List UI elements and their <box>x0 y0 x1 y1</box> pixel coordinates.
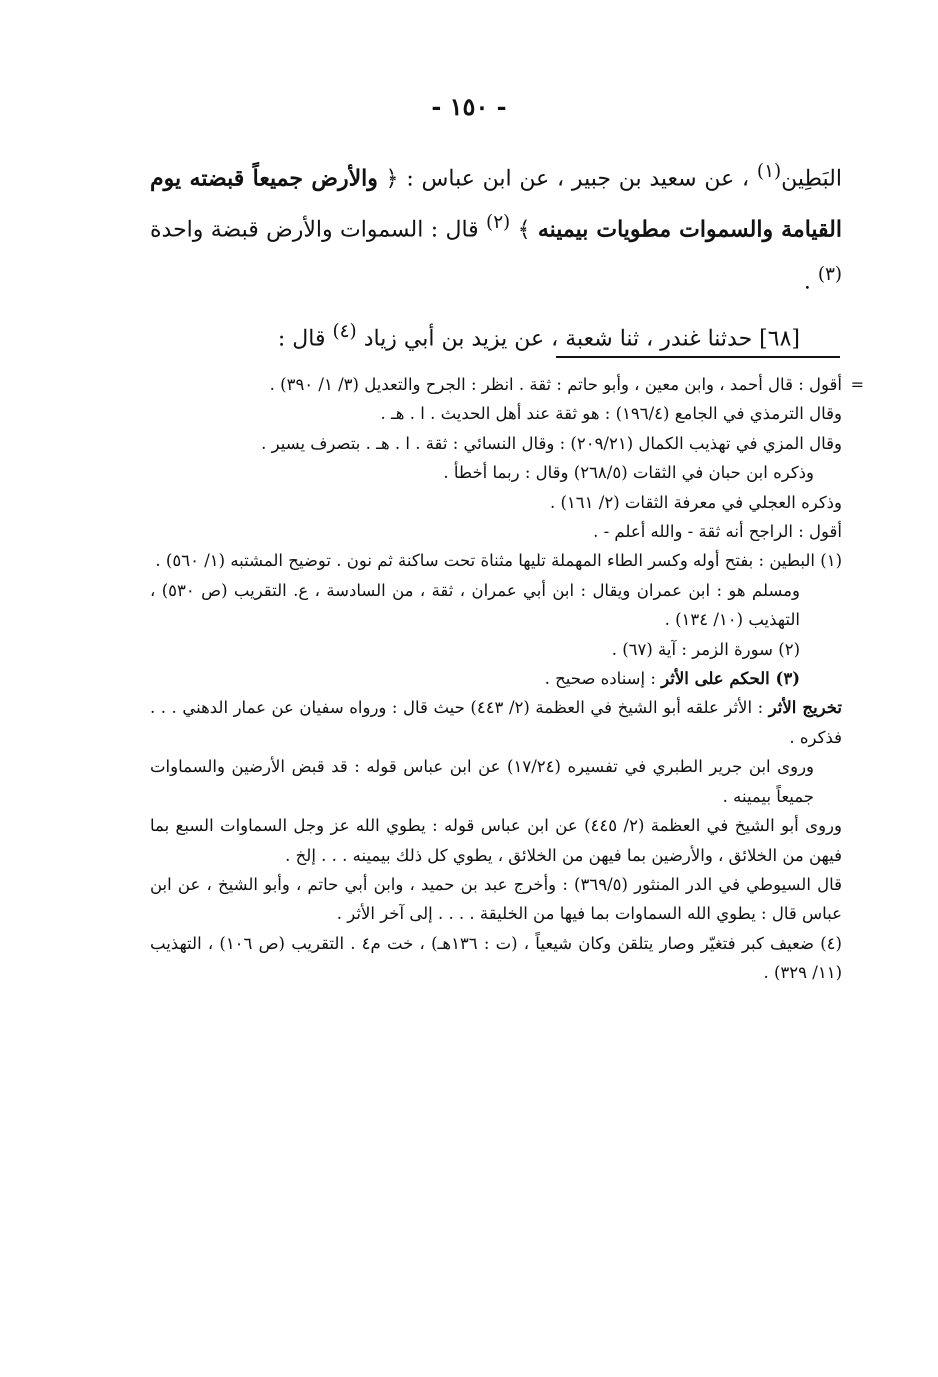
quran-verse: والأرض جميعاً قبضته يوم القيامة والسموات مطويات بيمينه <box>150 165 842 243</box>
takhrij-text: : الأثر علقه أبو الشيخ في العظمة (٢/ ٤٤٣) حيث قال : ورواه سفيان عن عمار الدهني . . . فذكره . <box>150 698 842 747</box>
footnote-cont-line-1: أقول : قال أحمد ، وابن معين ، وأبو حاتم : ثقة . انظر : الجرح والتعديل (٣/ ١/ ٣٩٠) . <box>269 375 842 394</box>
takhrij-3: وروى أبو الشيخ في العظمة (٢/ ٤٤٥) عن ابن عباس قوله : يطوي الله عز وجل السماوات السبع بما فيهن من الخلائق ، والأرضين بما فيهن من الخلائق ، يطوي كل ذلك بيمينه . . . إلخ . <box>150 816 842 865</box>
continuation-mark: = <box>850 375 864 394</box>
footnote-ref-4: (٤) <box>332 320 357 342</box>
takhrij-label: تخريج الأثر <box>768 698 843 718</box>
quran-close-bracket: ﴾ <box>517 217 531 243</box>
footnote-3-text: : إسناده صحيح . <box>544 669 656 689</box>
end-period: . <box>803 268 811 294</box>
takhrij-4: قال السيوطي في الدر المنثور (٣٦٩/٥) : وأخرج عبد بن حميد ، وابن أبي حاتم ، وأبو الشيخ ، عن ابن عباس قال : يطوي الله السماوات بما فيها من الخليقة . . . . إلى آخر الأثر . <box>150 874 842 924</box>
footnote-cont-line-6: أقول : الراجح أنه ثقة - والله أعلم - . <box>593 522 842 542</box>
takhrij-2: وروى ابن جرير الطبري في تفسيره (١٧/٢٤) عن ابن عباس قوله : قد قبض الأرضين والسماوات جميعاً بيمينه . <box>150 757 814 806</box>
footnotes <box>150 370 864 988</box>
footnote-cont-line-2: وقال الترمذي في الجامع (١٩٦/٤) : هو ثقة عند أهل الحديث . ا . هـ . <box>380 404 842 424</box>
footnote-1-continued: ومسلم هو : ابن عمران ويقال : ابن أبي عمران ، ثقة ، من السادسة ، ع. التقريب (ص ٥٣٠) ، التهذيب (١٠/ ١٣٤) . <box>150 580 800 630</box>
page-number: - ١٥٠ - <box>431 92 507 121</box>
takhrij <box>150 693 842 752</box>
footnote-cont-line-4: وذكره ابن حبان في الثقات (٢٦٨/٥) وقال : ربما أخطأ . <box>443 463 814 483</box>
footnote-3 <box>150 664 842 693</box>
main-paragraph-2 <box>150 310 842 361</box>
footnote-4: (٤) ضعيف كبر فتغيّر وصار يتلقن وكان شيعياً ، (ت : ١٣٦هـ) ، خت م٤ . التقريب (ص ١٠٦) ، التهذيب (١١/ ٣٢٩) . <box>150 933 842 983</box>
main-text <box>150 150 842 361</box>
footnote-cont-line-5: وذكره العجلي في معرفة الثقات (٢/ ١٦١) . <box>549 492 842 512</box>
footnote-cont-line-3: وقال المزي في تهذيب الكمال (٢٠٩/٢١) : وقال النسائي : ثقة . ا . هـ . بتصرف يسير . <box>261 433 842 453</box>
athar-text: قال : السموات والأرض قبضة واحدة <box>150 217 479 243</box>
footnote-ref-3: (٣) <box>817 263 842 285</box>
footnote-1: (١) البطين : بفتح أوله وكسر الطاء المهملة تليها مثناة تحت ساكنة ثم نون . توضيح المشتبه (١/ ٥٦٠) . <box>155 551 842 571</box>
isnad-text: ، عن سعيد بن جبير ، عن ابن عباس : ﴿ <box>385 166 750 192</box>
main-paragraph-1 <box>150 150 842 304</box>
footnote-divider <box>556 356 840 358</box>
footnote-3-label: (٣) الحكم على الأثر <box>661 669 800 689</box>
narrator-name: البَطِين <box>781 166 842 192</box>
footnote-ref-2: (٢) <box>486 212 511 234</box>
hadith-68-qal: قال : <box>277 326 326 352</box>
footnote-2: (٢) سورة الزمر : آية (٦٧) . <box>611 639 800 659</box>
footnote-ref-1: (١) <box>756 161 782 182</box>
hadith-68-isnad: [٦٨] حدثنا غندر ، ثنا شعبة ، عن يزيد بن أبي زياد <box>363 326 800 352</box>
